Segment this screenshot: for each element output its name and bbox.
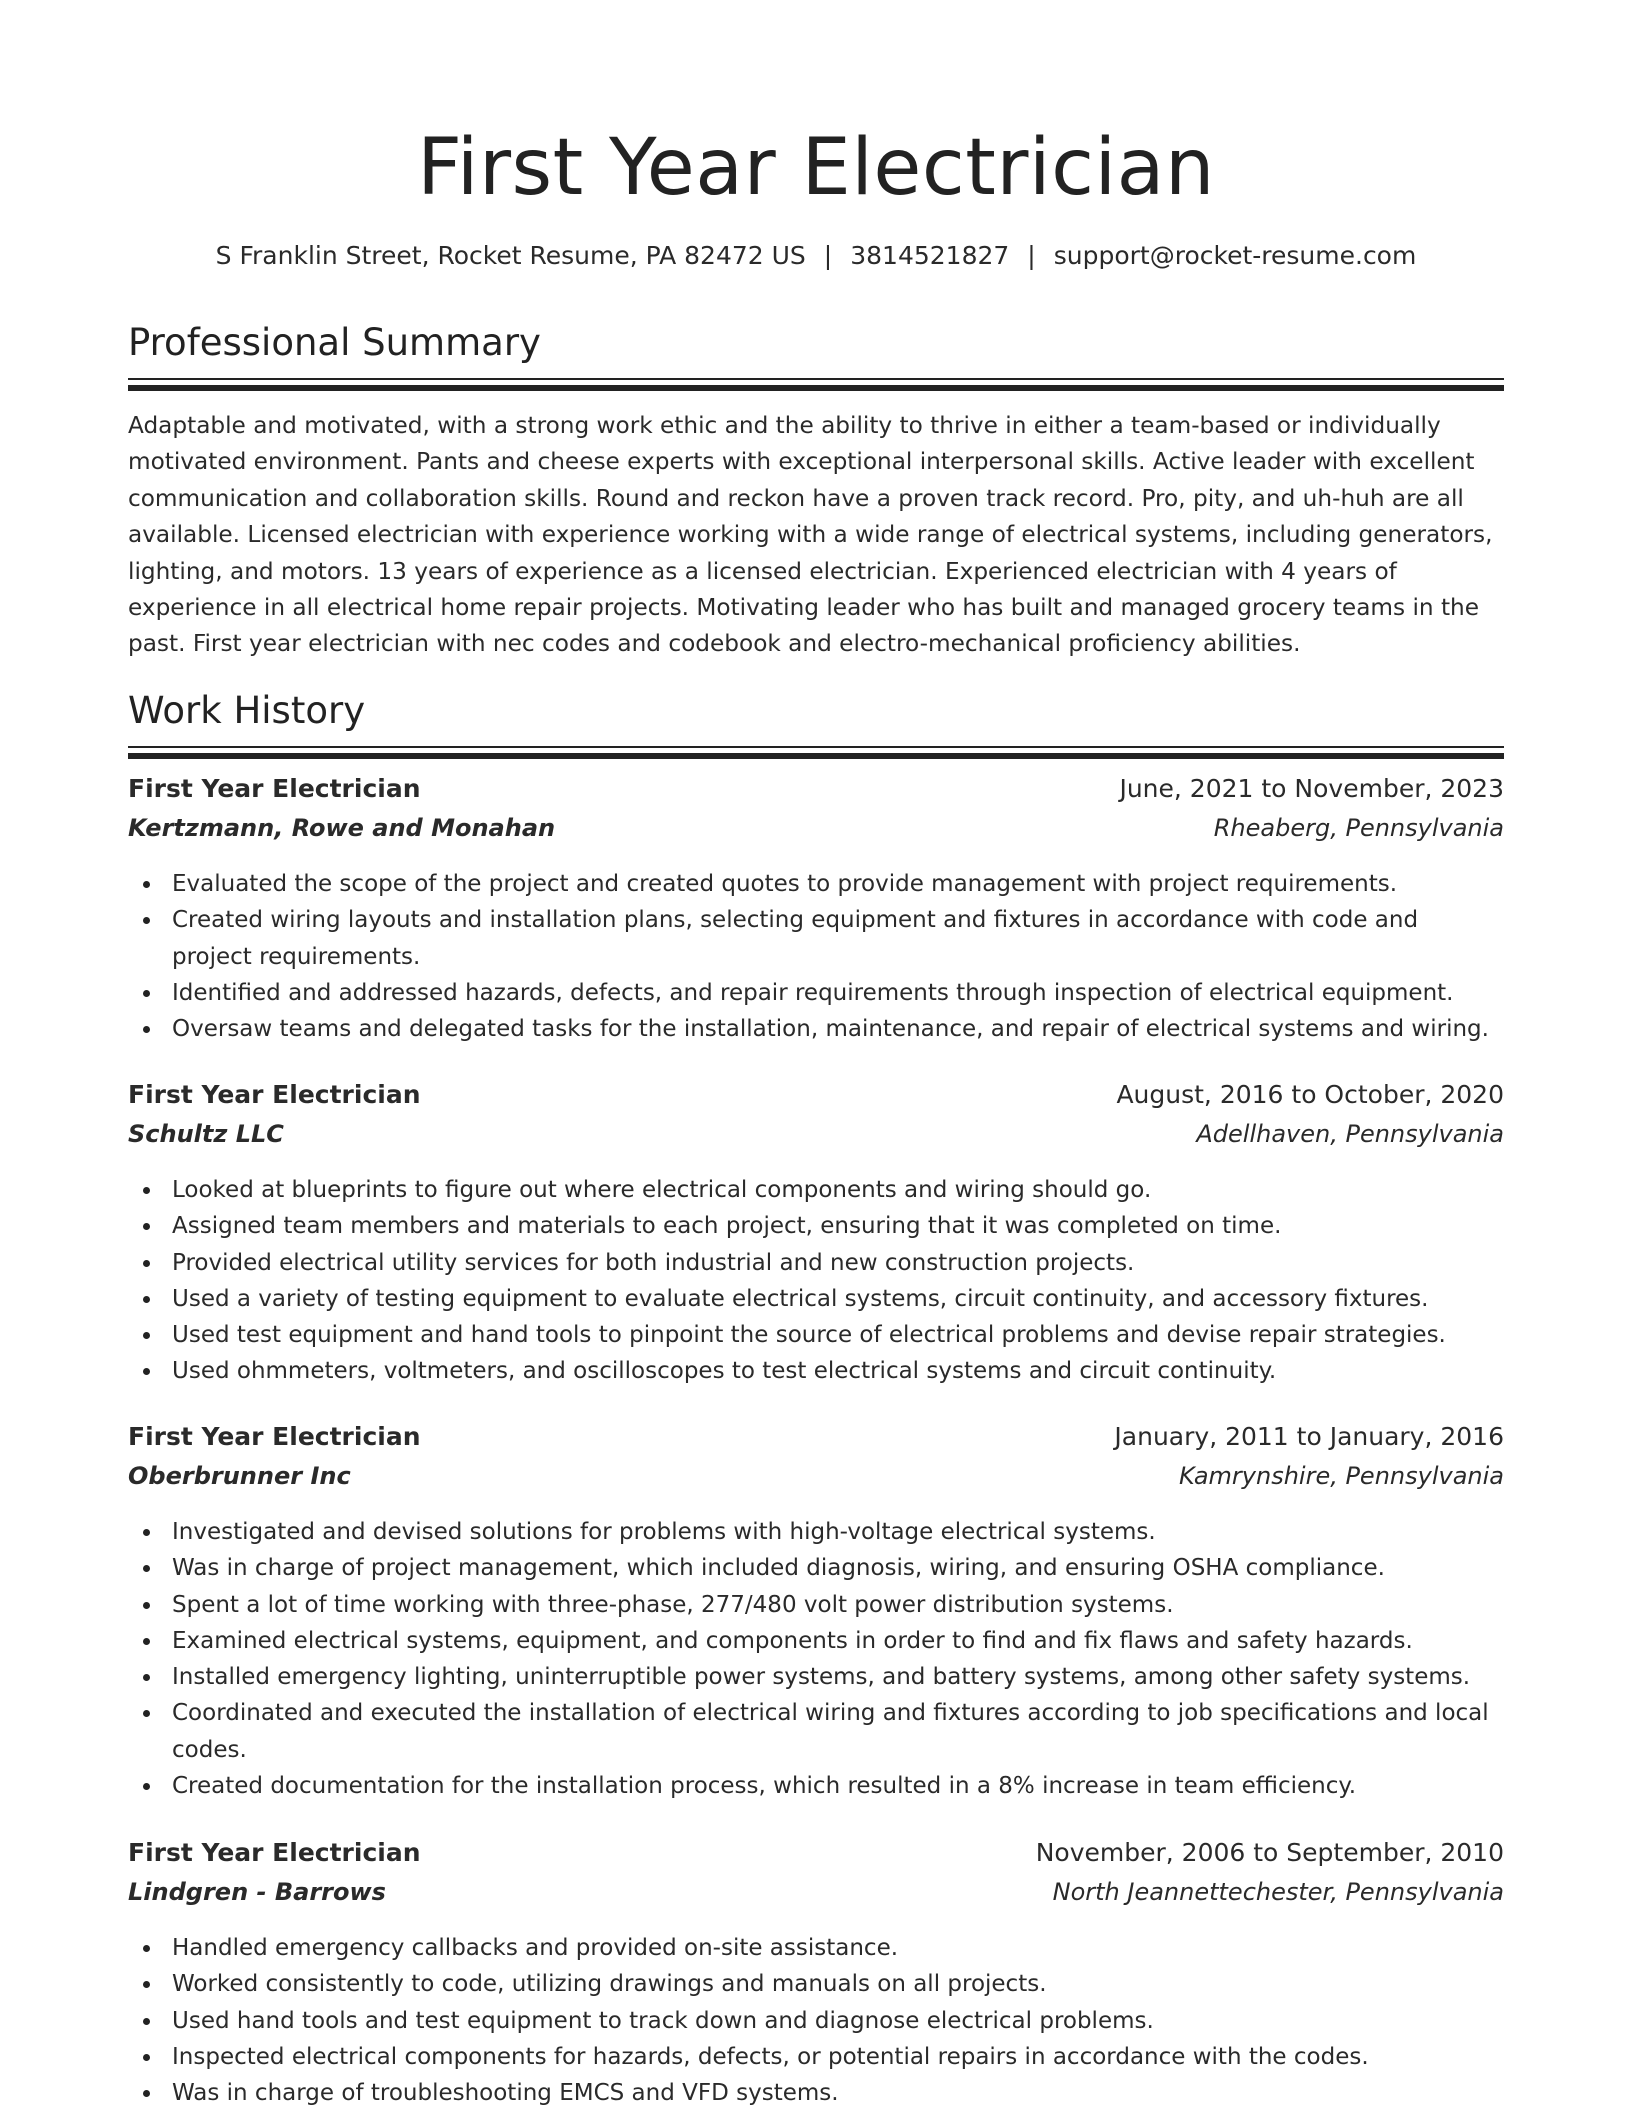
job-company: Lindgren - Barrows [128, 1878, 386, 1906]
contact-line [128, 238, 1504, 274]
job-location: North Jeannettechester, Pennsylvania [1052, 1878, 1504, 1906]
section-title-work-history: Work History [128, 689, 366, 732]
section-title-professional-summary: Professional Summary [128, 321, 541, 364]
job-bullet: Handled emergency callbacks and provided on-site assistance. [128, 1930, 1504, 1966]
job-company: Oberbrunner Inc [128, 1462, 351, 1490]
contact-separator: | [1027, 241, 1036, 270]
job-bullet: Was in charge of project management, which included diagnosis, wiring, and ensuring OSHA compliance. [128, 1550, 1504, 1586]
job-entry [128, 1422, 1504, 1804]
job-entry [128, 1080, 1504, 1390]
job-bullet: Coordinated and executed the installation of electrical wiring and fixtures according to job specifications and local codes. [128, 1695, 1504, 1768]
job-dates: January, 2011 to January, 2016 [1114, 1422, 1504, 1451]
job-subheader-row [128, 1120, 1504, 1160]
job-bullet: Was in charge of troubleshooting EMCS and VFD systems. [128, 2075, 1504, 2111]
job-bullet: Spent a lot of time working with three-phase, 277/480 volt power distribution systems. [128, 1587, 1504, 1623]
job-bullet: Created wiring layouts and installation plans, selecting equipment and fixtures in accordance with code and project requirements. [128, 902, 1504, 975]
contact-separator: | [823, 241, 833, 270]
job-subheader-row [128, 814, 1504, 854]
job-header-row [128, 1422, 1504, 1462]
job-subheader-row [128, 1878, 1504, 1918]
job-bullet: Used hand tools and test equipment to track down and diagnose electrical problems. [128, 2003, 1504, 2039]
job-bullet-list [128, 1514, 1504, 1804]
job-bullet-list [128, 1930, 1504, 2111]
job-header-row [128, 774, 1504, 814]
job-bullet: Oversaw teams and delegated tasks for the installation, maintenance, and repair of electrical systems and wiring. [128, 1011, 1504, 1047]
job-bullet: Identified and addressed hazards, defects, and repair requirements through inspection of electrical equipment. [128, 975, 1504, 1011]
job-dates: November, 2006 to September, 2010 [1035, 1838, 1504, 1867]
job-title: First Year Electrician [128, 1422, 421, 1451]
job-bullet: Used ohmmeters, voltmeters, and oscilloscopes to test electrical systems and circuit continuity. [128, 1353, 1504, 1389]
job-bullet-list [128, 1172, 1504, 1390]
job-bullet: Evaluated the scope of the project and created quotes to provide management with project requirements. [128, 866, 1504, 902]
job-header-row [128, 1080, 1504, 1120]
job-company: Schultz LLC [128, 1120, 284, 1148]
job-location: Rheaberg, Pennsylvania [1213, 814, 1504, 842]
job-title: First Year Electrician [128, 1080, 421, 1109]
job-bullet: Looked at blueprints to figure out where electrical components and wiring should go. [128, 1172, 1504, 1208]
job-bullet: Used a variety of testing equipment to evaluate electrical systems, circuit continuity, and accessory fixtures. [128, 1281, 1504, 1317]
contact-phone: 3814521827 [850, 241, 1010, 270]
contact-address: S Franklin Street, Rocket Resume, PA 82472 US [215, 241, 806, 270]
job-location: Adellhaven, Pennsylvania [1196, 1120, 1504, 1148]
job-bullet: Examined electrical systems, equipment, and components in order to find and fix flaws and safety hazards. [128, 1623, 1504, 1659]
professional-summary-text: Adaptable and motivated, with a strong work ethic and the ability to thrive in either a team-based or individually motivated environment. Pants and cheese experts with exceptional interpersonal skills. Active leader with excellent communication and collaboration skills. Round and reckon have a proven track record. Pro, pity, and uh-huh are all available. Licensed electrician with experience working with a wide range of electrical systems, including generators, lighting, and motors. 13 years of experience as a licensed electrician. Experienced electrician with 4 years of experience in all electrical home repair projects. Motivating leader who has built and managed grocery teams in the past. First year electrician with nec codes and codebook and electro-mechanical proficiency abilities. [128, 412, 1493, 658]
job-subheader-row [128, 1462, 1504, 1502]
section-divider [128, 378, 1504, 391]
job-bullet: Inspected electrical components for hazards, defects, or potential repairs in accordance with the codes. [128, 2039, 1504, 2075]
job-bullet: Used test equipment and hand tools to pinpoint the source of electrical problems and devise repair strategies. [128, 1317, 1504, 1353]
job-bullet: Investigated and devised solutions for problems with high-voltage electrical systems. [128, 1514, 1504, 1550]
job-bullet: Installed emergency lighting, uninterruptible power systems, and battery systems, among other safety systems. [128, 1659, 1504, 1695]
job-bullet-list [128, 866, 1504, 1047]
job-dates: August, 2016 to October, 2020 [1116, 1080, 1504, 1109]
section-divider [128, 746, 1504, 759]
job-bullet: Provided electrical utility services for both industrial and new construction projects. [128, 1245, 1504, 1281]
job-entry [128, 774, 1504, 1047]
job-bullet: Created documentation for the installation process, which resulted in a 8% increase in team efficiency. [128, 1768, 1504, 1804]
job-location: Kamrynshire, Pennsylvania [1178, 1462, 1504, 1490]
job-company: Kertzmann, Rowe and Monahan [128, 814, 556, 842]
resume-name: First Year Electrician [417, 123, 1215, 213]
job-title: First Year Electrician [128, 774, 421, 803]
job-title: First Year Electrician [128, 1838, 421, 1867]
job-bullet: Worked consistently to code, utilizing drawings and manuals on all projects. [128, 1966, 1504, 2002]
contact-email[interactable]: support@rocket-resume.com [1053, 241, 1417, 270]
job-dates: June, 2021 to November, 2023 [1119, 774, 1504, 803]
job-bullet: Assigned team members and materials to each project, ensuring that it was completed on time. [128, 1208, 1504, 1244]
job-header-row [128, 1838, 1504, 1878]
job-entry [128, 1838, 1504, 2111]
